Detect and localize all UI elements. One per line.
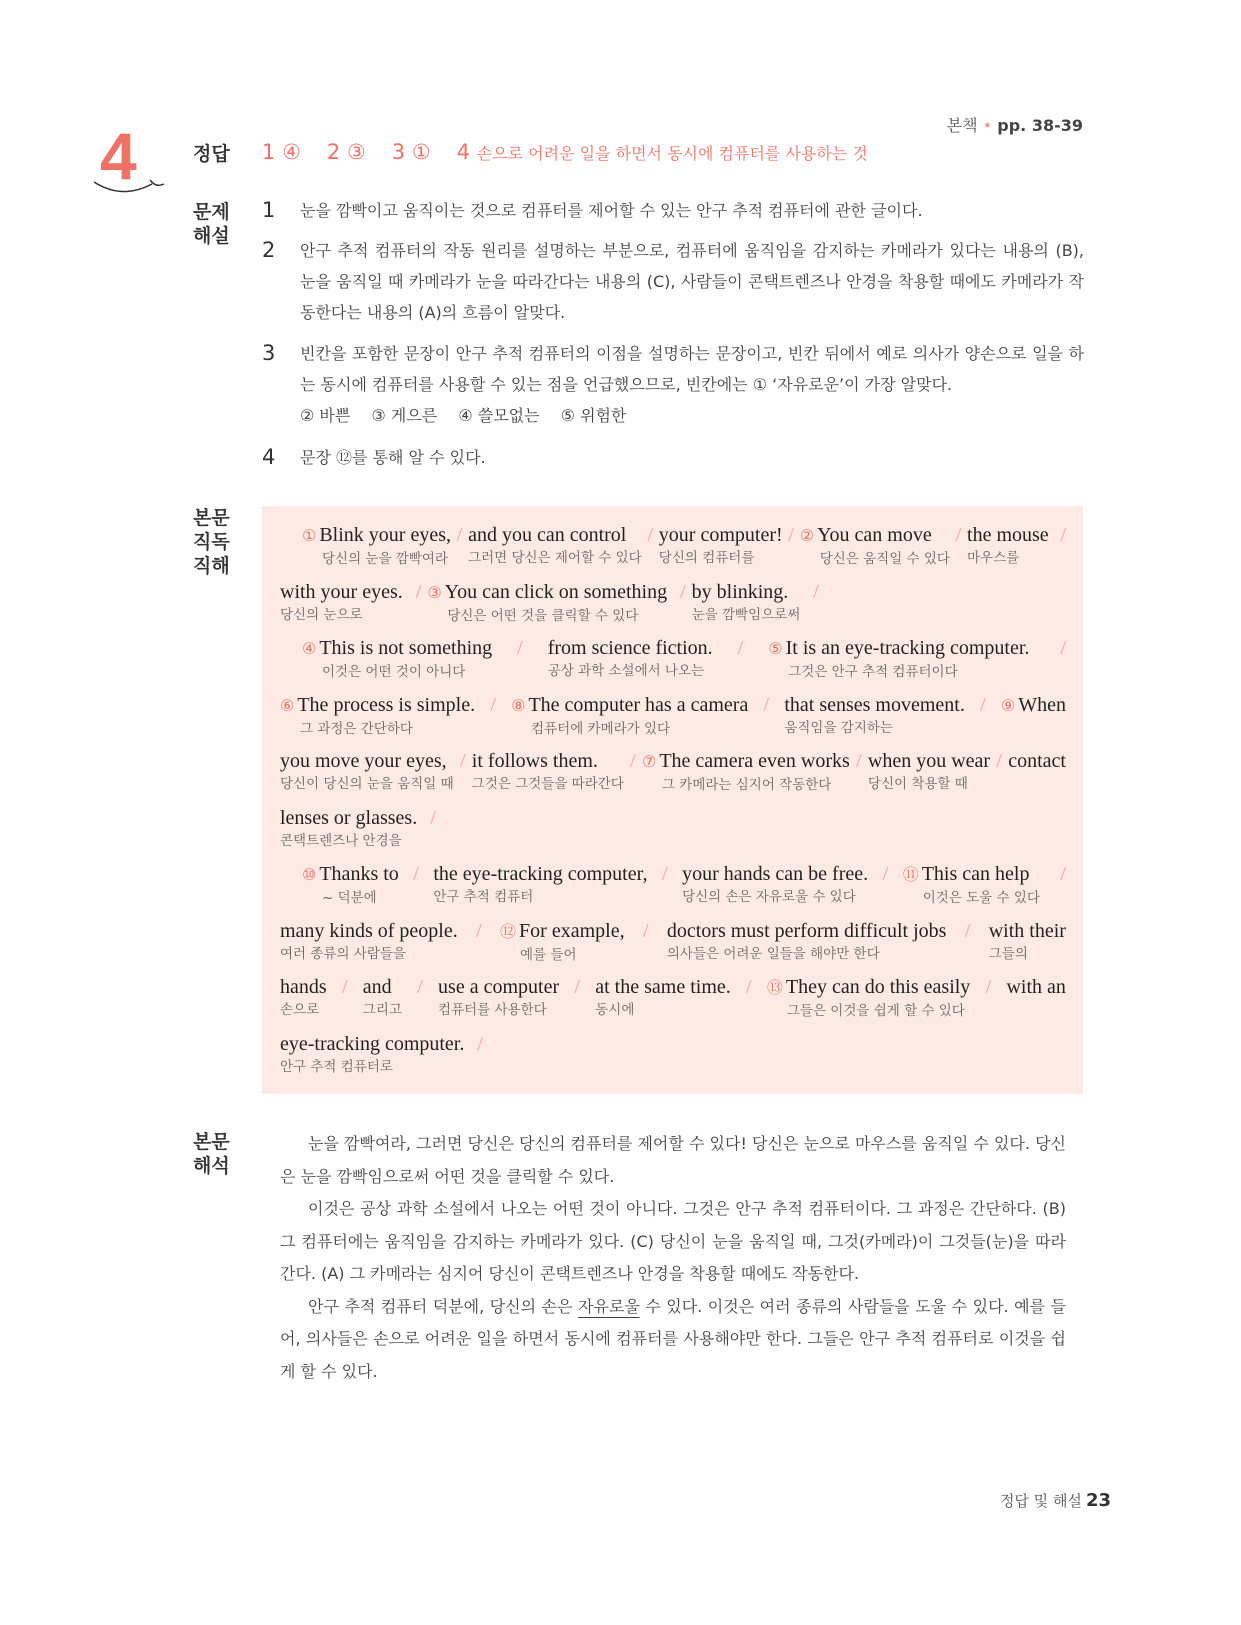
korean-gloss: 마우스를 <box>967 550 1020 566</box>
english-text: by blinking. <box>691 580 789 603</box>
chunk-divider: / <box>813 580 819 603</box>
english-phrase <box>692 579 801 605</box>
phrase-chunk <box>363 974 402 1020</box>
sentence-number: ⑫ <box>500 921 517 941</box>
english-text: from science fiction. <box>547 637 713 659</box>
english-text: hands <box>280 976 327 998</box>
korean-gloss: 컴퓨터를 사용한다 <box>438 1002 547 1018</box>
english-text: that senses movement. <box>784 693 965 716</box>
english-text: Thanks to <box>319 863 399 885</box>
korean-gloss: 그것은 안구 추적 컴퓨터이다 <box>788 664 958 680</box>
chunk-divider: / <box>430 806 436 829</box>
english-phrase <box>500 918 625 945</box>
english-text: You can move <box>817 524 932 546</box>
interlinear-line <box>280 522 1066 579</box>
english-phrase <box>1001 692 1066 719</box>
interlinear-line <box>280 692 1066 749</box>
english-text: Blink your eyes, <box>319 524 451 546</box>
english-phrase <box>768 635 1029 662</box>
chunk-divider: / <box>415 580 422 603</box>
phrase-chunk <box>767 974 970 1021</box>
english-phrase <box>642 748 850 775</box>
korean-gloss: 이것은 어떤 것이 아니다 <box>322 664 466 680</box>
phrase-chunk <box>302 522 451 569</box>
english-text: doctors must perform difficult jobs <box>666 919 947 942</box>
english-phrase <box>302 861 399 888</box>
english-text: and <box>362 976 392 998</box>
translation-label: 본문 해석 <box>193 1131 230 1177</box>
phrase-chunk <box>659 522 783 568</box>
korean-gloss: 당신의 눈으로 <box>280 606 363 623</box>
phrase-chunk <box>989 918 1066 964</box>
explanation-item: 2 안구 추적 컴퓨터의 작동 원리를 설명하는 부분으로, 컴퓨터에 움직임을 감지하는 카메라가 있다는 내용의 (B), 눈을 움직일 때 카메라가 눈을 따라간다는 내용의 (C), 사람들이 콘택트렌즈나 안경을 착용할 때에도 카메라가 작동한다는 내용의 (A)의 흐름이 알맞다. <box>262 238 1084 322</box>
korean-gloss: 손으로 <box>280 1002 320 1018</box>
english-text: you move your eyes, <box>280 750 447 772</box>
phrase-chunk <box>280 1031 464 1077</box>
phrase-chunk <box>280 918 458 964</box>
english-phrase <box>1006 974 1065 1000</box>
phrase-chunk <box>280 805 417 851</box>
english-phrase <box>548 635 713 661</box>
english-phrase <box>280 579 403 605</box>
page-reference <box>947 113 1083 136</box>
korean-gloss: 당신의 눈을 깜빡여라 <box>322 551 448 567</box>
phrase-chunk <box>800 522 950 569</box>
phrase-chunk <box>595 974 731 1020</box>
chunk-divider: / <box>1060 637 1066 659</box>
answer-2: 2 ③ <box>326 140 366 164</box>
answer-1: 1 ④ <box>262 140 301 164</box>
interlinear-line <box>280 861 1066 918</box>
translation-paragraph: 이것은 공상 과학 소설에서 나오는 어떤 것이 아니다. 그것은 안구 추적 컴퓨터이다. 그 과정은 간단하다. (B) 그 컴퓨터에는 움직임을 감지하는 카메라가 있다. (C) 당신이 눈을 움직일 때, 그것(카메라)이 그것들(눈)을 따라간다. (A) 그 카메라는 심지어 당신이 콘택트렌즈나 안경을 착용할 때에도 작동한다. <box>280 1199 1066 1283</box>
english-text: This can help <box>921 863 1030 885</box>
korean-gloss: 그리고 <box>362 1002 402 1018</box>
phrase-chunk <box>903 861 1040 908</box>
explanation-item: 1 눈을 깜빡이고 움직이는 것으로 컴퓨터를 제어할 수 있는 안구 추적 컴퓨터에 관한 글이다. <box>262 198 923 222</box>
english-phrase <box>682 861 868 887</box>
phrase-chunk <box>438 974 559 1020</box>
page-range: pp. 38-39 <box>997 116 1083 135</box>
english-text: with an <box>1006 976 1066 998</box>
interlinear-text <box>280 522 1066 1087</box>
korean-gloss: 그러면 당신은 제어할 수 있다 <box>468 550 642 566</box>
english-phrase <box>784 692 965 718</box>
english-phrase <box>280 805 417 831</box>
korean-gloss: 당신은 움직일 수 있다 <box>819 551 950 567</box>
chunk-divider: / <box>642 919 649 942</box>
answer-4: 4 손으로 어려운 일을 하면서 동시에 컴퓨터를 사용하는 것 <box>456 140 868 164</box>
korean-gloss: 안구 추적 컴퓨터 <box>433 889 534 905</box>
dot: • <box>982 116 993 135</box>
page-number: 23 <box>1085 1490 1111 1511</box>
english-phrase <box>800 522 950 549</box>
phrase-chunk <box>280 579 403 625</box>
korean-gloss: 그 카메라는 심지어 작동한다 <box>661 777 832 793</box>
korean-gloss: 예를 들어 <box>520 946 577 963</box>
english-phrase <box>438 974 559 1000</box>
phrase-chunk <box>511 692 748 739</box>
sentence-number: ⑥ <box>280 695 295 715</box>
english-phrase <box>302 635 492 662</box>
english-phrase <box>868 748 990 774</box>
korean-gloss: 그들은 이것을 쉽게 할 수 있다 <box>786 1003 965 1019</box>
phrase-chunk <box>427 579 667 626</box>
korean-gloss: 동시에 <box>595 1002 635 1018</box>
english-text: The computer has a camera <box>528 693 749 716</box>
korean-gloss: 당신이 착용할 때 <box>867 776 968 792</box>
interlinear-line <box>280 579 1066 636</box>
chunk-divider: / <box>680 580 686 603</box>
phrase-chunk <box>784 692 965 738</box>
korean-gloss: 그들의 <box>988 945 1028 962</box>
chunk-divider: / <box>417 976 423 998</box>
korean-gloss: 안구 추적 컴퓨터로 <box>280 1058 393 1075</box>
korean-gloss: 당신의 컴퓨터를 <box>658 550 755 566</box>
english-phrase <box>427 579 667 606</box>
phrase-chunk <box>302 861 399 908</box>
english-text: when you wear <box>867 750 991 772</box>
phrase-chunk <box>280 974 327 1020</box>
sentence-number: ⑦ <box>641 752 657 771</box>
english-text: the mouse <box>967 524 1049 546</box>
underlined-word: 자유로울 <box>577 1296 640 1316</box>
korean-gloss: 공상 과학 소설에서 나오는 <box>547 663 705 679</box>
phrase-chunk <box>682 861 868 907</box>
english-text: and you can control <box>468 524 627 546</box>
english-phrase <box>280 974 327 1000</box>
interlinear-line <box>280 918 1066 975</box>
chunk-divider: / <box>662 863 668 885</box>
chunk-divider: / <box>763 693 770 716</box>
footer <box>1000 1490 1111 1511</box>
chunk-divider: / <box>477 1032 483 1055</box>
korean-gloss: 의사들은 어려운 일들을 해야만 한다 <box>666 945 880 962</box>
english-phrase <box>767 974 970 1001</box>
answers-row <box>262 140 868 164</box>
korean-gloss: 그 과정은 간단하다 <box>300 720 413 737</box>
korean-gloss: ~ 덕분에 <box>322 890 377 906</box>
english-text: your hands can be free. <box>682 863 869 885</box>
english-text: When <box>1018 693 1066 716</box>
korean-gloss: 움직임을 감지하는 <box>784 719 893 736</box>
options: ② 바쁜 ③ 게으른 ④ 쓸모없는 ⑤ 위험한 <box>300 406 627 425</box>
korean-gloss: 여러 종류의 사람들을 <box>280 945 406 962</box>
explanation-item: 4 문장 ⑫를 통해 알 수 있다. <box>262 445 486 469</box>
chunk-divider: / <box>1060 863 1066 885</box>
english-text: lenses or glasses. <box>280 806 418 829</box>
interlinear-line <box>280 974 1066 1031</box>
chunk-divider: / <box>882 863 889 885</box>
chunk-divider: / <box>996 750 1002 772</box>
chunk-divider: / <box>647 524 654 546</box>
chunk-divider: / <box>456 524 463 546</box>
chunk-divider: / <box>980 693 986 716</box>
interlinear-line <box>280 1031 1066 1088</box>
english-text: many kinds of people. <box>280 919 458 942</box>
english-phrase <box>903 861 1040 888</box>
translation-paragraph: 안구 추적 컴퓨터 덕분에, 당신의 손은 자유로울 수 있다. 이것은 여러 종류의 사람들을 도울 수 있다. 예를 들어, 의사들은 손으로 어려운 일을 하면서 동시에 컴퓨터를 사용해야만 한다. 그들은 안구 추적 컴퓨터로 이것을 쉽게 할 수 있다. <box>280 1296 1066 1381</box>
answers-label: 정답 <box>193 143 230 165</box>
phrase-chunk <box>302 635 492 682</box>
phrase-chunk <box>967 522 1049 568</box>
reading-label: 본문 직독 직해 <box>193 507 230 577</box>
sentence-number: ③ <box>427 582 442 602</box>
english-phrase <box>280 918 458 944</box>
english-text: with their <box>988 919 1066 942</box>
footer-label: 정답 및 해설 <box>999 1492 1082 1510</box>
english-phrase <box>468 522 642 548</box>
english-text: use a computer <box>438 976 560 998</box>
sentence-number: ⑨ <box>1000 695 1016 715</box>
english-phrase <box>302 522 451 549</box>
chunk-divider: / <box>737 637 744 659</box>
english-text: They can do this easily <box>785 976 971 998</box>
english-phrase <box>967 522 1049 548</box>
english-phrase <box>659 522 783 548</box>
english-text: You can click on something <box>444 580 668 603</box>
sentence-number: ⑧ <box>511 695 526 715</box>
chunk-divider: / <box>985 976 992 998</box>
sentence-number: ⑩ <box>302 865 317 884</box>
interlinear-line <box>280 805 1066 862</box>
phrase-chunk <box>500 918 625 965</box>
phrase-chunk <box>468 522 642 568</box>
chunk-divider: / <box>413 863 419 885</box>
english-text: at the same time. <box>595 976 731 998</box>
english-phrase <box>363 974 402 1000</box>
phrase-chunk <box>692 579 801 625</box>
sentence-number: ⑪ <box>902 865 919 884</box>
explanation-label: 문제 해설 <box>193 201 230 247</box>
english-text: The process is simple. <box>297 693 476 716</box>
phrase-chunk <box>768 635 1029 682</box>
phrase-chunk <box>1001 692 1066 719</box>
translation-text <box>280 1128 1066 1388</box>
korean-gloss: 이것은 도울 수 있다 <box>922 890 1040 906</box>
english-phrase <box>280 692 475 719</box>
interlinear-line <box>280 748 1066 805</box>
smile-decoration-icon <box>92 176 168 198</box>
chunk-divider: / <box>490 693 496 716</box>
korean-gloss: 당신의 손은 자유로울 수 있다 <box>682 889 856 905</box>
chunk-divider: / <box>788 524 794 546</box>
english-phrase <box>433 861 647 887</box>
english-text: The camera even works <box>659 750 850 772</box>
chunk-divider: / <box>574 976 580 998</box>
english-text: For example, <box>519 919 625 942</box>
korean-gloss: 그것은 그것들을 따라간다 <box>471 776 624 792</box>
english-phrase <box>667 918 947 944</box>
translation-paragraph: 눈을 깜빡여라, 그러면 당신은 당신의 컴퓨터를 제어할 수 있다! 당신은 눈으로 마우스를 움직일 수 있다. 당신은 눈을 깜빡임으로써 어떤 것을 클릭할 수 있다. <box>280 1134 1066 1186</box>
phrase-chunk <box>868 748 990 794</box>
korean-gloss: 컴퓨터에 카메라가 있다 <box>531 720 671 737</box>
phrase-chunk <box>548 635 713 681</box>
english-phrase <box>1008 748 1066 774</box>
chunk-divider: / <box>630 750 636 772</box>
korean-gloss: 콘택트렌즈나 안경을 <box>280 832 402 849</box>
phrase-chunk <box>1008 748 1066 774</box>
english-text: contact <box>1008 750 1066 772</box>
english-text: with your eyes. <box>280 580 403 603</box>
korean-gloss: 당신이 당신의 눈을 움직일 때 <box>280 776 454 792</box>
phrase-chunk <box>433 861 647 907</box>
phrase-chunk <box>1006 974 1065 1000</box>
sentence-number: ② <box>799 526 815 545</box>
chunk-divider: / <box>1060 524 1066 546</box>
section-number: 4 <box>100 119 137 193</box>
explanation-item: 3 빈칸을 포함한 문장이 안구 추적 컴퓨터의 이점을 설명하는 문장이고, 빈칸 뒤에서 예로 의사가 양손으로 일을 하는 동시에 컴퓨터를 사용할 수 있는 점을 언급했으므로, 빈칸에는 ① ‘자유로운’이 가장 알맞다. ② 바쁜 ③ 게으른 ④ 쓸모없는 ⑤ 위험한 <box>262 341 1084 425</box>
english-text: It is an eye-tracking computer. <box>785 637 1030 659</box>
interlinear-line <box>280 635 1066 692</box>
sentence-number: ① <box>302 526 317 545</box>
korean-gloss: 눈을 깜빡임으로써 <box>691 606 801 623</box>
english-text: This is not something <box>319 637 493 659</box>
english-phrase <box>511 692 748 719</box>
english-phrase <box>595 974 731 1000</box>
chunk-divider: / <box>341 976 348 998</box>
book-label: 본책 <box>946 116 978 135</box>
phrase-chunk <box>280 692 475 739</box>
chunk-divider: / <box>517 637 523 659</box>
chunk-divider: / <box>476 919 482 942</box>
chunk-divider: / <box>746 976 752 998</box>
chunk-divider: / <box>964 919 971 942</box>
sentence-number: ⑤ <box>768 639 783 658</box>
sentence-number: ④ <box>302 639 317 658</box>
english-text: your computer! <box>658 524 783 546</box>
korean-gloss: 당신은 어떤 것을 클릭할 수 있다 <box>447 607 639 624</box>
chunk-divider: / <box>856 750 862 772</box>
english-phrase <box>280 1031 464 1057</box>
phrase-chunk <box>642 748 850 795</box>
chunk-divider: / <box>459 750 466 772</box>
phrase-chunk <box>280 748 454 794</box>
english-phrase <box>280 748 454 774</box>
phrase-chunk <box>667 918 947 964</box>
chunk-divider: / <box>955 524 962 546</box>
english-text: it follows them. <box>471 750 598 772</box>
answer-3: 3 ① <box>391 140 431 164</box>
sentence-number: ⑬ <box>766 978 783 997</box>
english-text: eye-tracking computer. <box>280 1032 465 1055</box>
english-text: the eye-tracking computer, <box>433 863 648 885</box>
english-phrase <box>989 918 1066 944</box>
english-phrase <box>472 748 624 774</box>
phrase-chunk <box>472 748 624 794</box>
